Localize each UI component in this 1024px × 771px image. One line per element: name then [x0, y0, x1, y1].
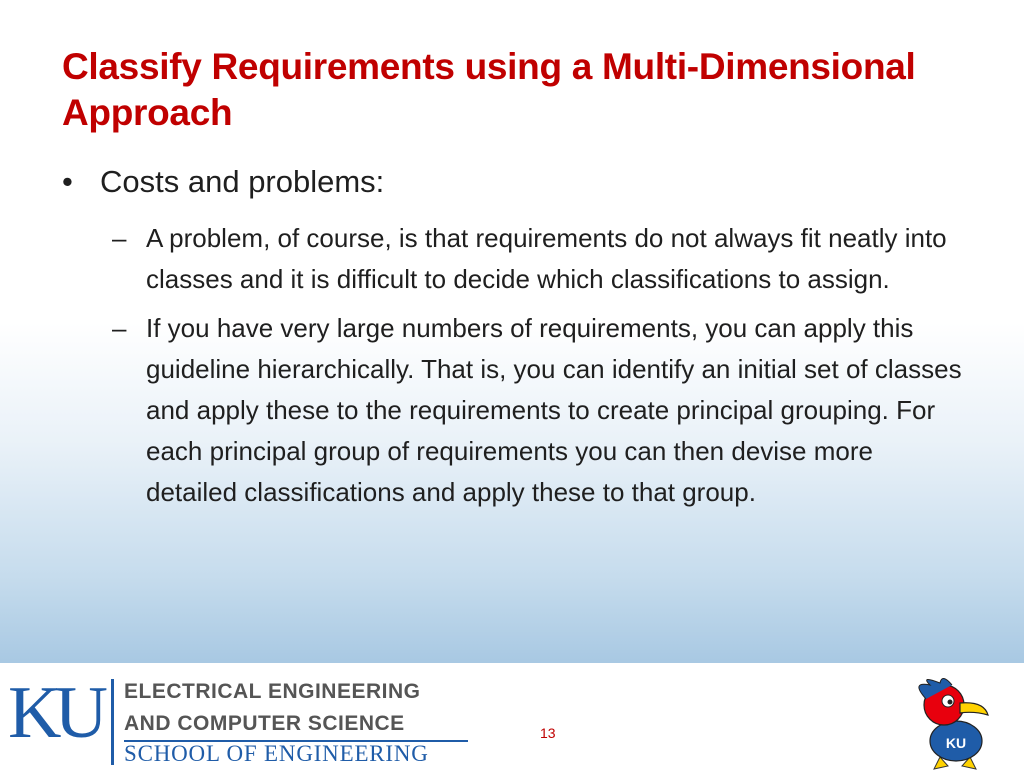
bullet-text: Costs and problems: — [100, 164, 385, 199]
slide-title: Classify Requirements using a Multi-Dimensional Approach — [62, 46, 916, 133]
sub-bullet-item — [112, 308, 962, 513]
bullet-marker: • — [62, 164, 73, 199]
page-number: 13 — [540, 725, 556, 741]
department-line-2: AND COMPUTER SCIENCE — [124, 712, 405, 735]
sub-bullet-item — [112, 218, 962, 300]
school-name: SCHOOL OF ENGINEERING — [124, 741, 429, 766]
dash-marker: – — [112, 313, 127, 343]
sub-bullet-text: A problem, of course, is that requirements do not always fit neatly into classes and it is difficult to decide which classifications to assign. — [146, 223, 947, 294]
slide-footer — [0, 663, 1024, 768]
dash-marker: – — [112, 223, 127, 253]
ku-logo: KU — [8, 672, 101, 754]
department-line-1: ELECTRICAL ENGINEERING — [124, 680, 421, 703]
bullet-costs-and-problems — [62, 162, 962, 202]
logo-divider — [111, 679, 114, 765]
sub-bullet-text: If you have very large numbers of requirements, you can apply this guideline hierarchically. That is, you can identify an initial set of classes and apply these to the requirements to create principal grouping. For each principal group of requirements you can then devise more detailed classifications and apply these to that group. — [146, 313, 962, 507]
sub-bullet-list — [112, 218, 962, 521]
jayhawk-mascot-icon — [900, 671, 1020, 771]
mascot-badge: KU — [945, 735, 967, 751]
